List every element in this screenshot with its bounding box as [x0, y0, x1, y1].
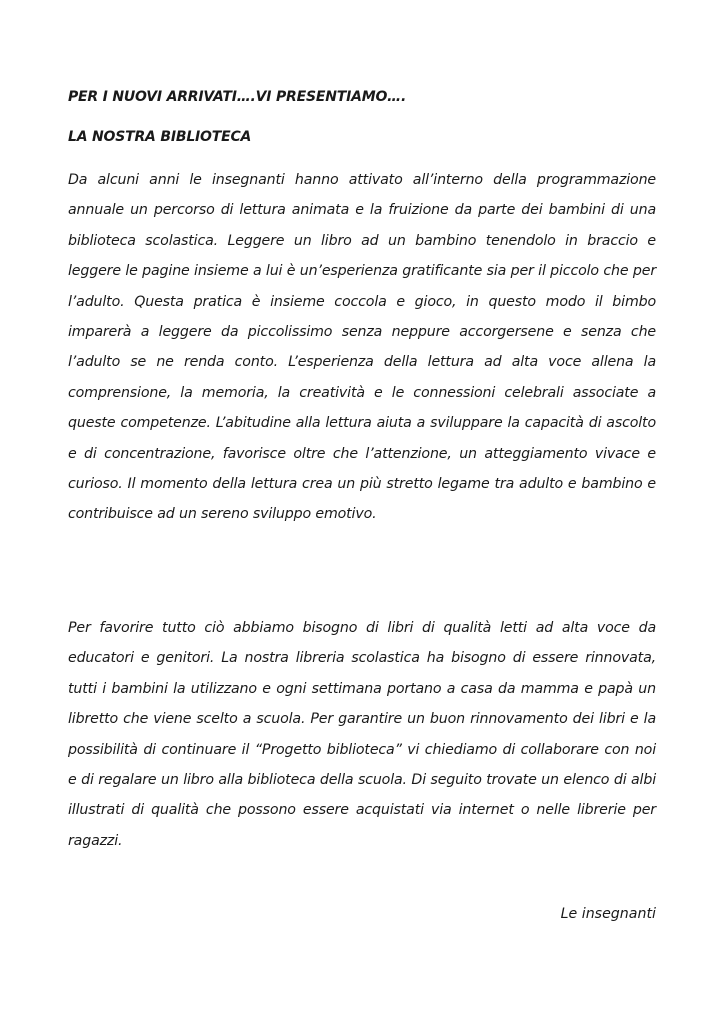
body-paragraph-2: Per favorire tutto ciò abbiamo bisogno di libri di qualità letti ad alta voce da educatori e genitori. La nostra libreria scolastica ha bisogno di essere rinnovata, tutti i bambini la utilizzano e ogni settimana portano a casa da mamma e papà un libretto che viene scelto a scuola. Per garantire un buon rinnovamento dei libri e la possibilità di continuare il “Progetto biblioteca” vi chiediamo di collaborare con noi e di regalare un libro alla biblioteca della scuola. Di seguito trovate un elenco di albi illustrati di qualità che possono essere acquistati via internet o nelle librerie per ragazzi.: [68, 620, 656, 849]
signature-line: Le insegnanti: [560, 906, 656, 922]
body-paragraph-1: Da alcuni anni le insegnanti hanno attivato all’interno della programmazione annuale un percorso di lettura animata e la fruizione da parte dei bambini di una biblioteca scolastica. Leggere un libro ad un bambino tenendolo in braccio e leggere le pagine insieme a lui è un’esperienza gratificante sia per il piccolo che per l’adulto. Questa pratica è insieme coccola e gioco, in questo modo il bimbo imparerà a leggere da piccolissimo senza neppure accorgersene e senza che l’adulto se ne renda conto. L’esperienza della lettura ad alta voce allena la comprensione, la memoria, la creatività e le connessioni celebrali associate a queste competenze. L’abitudine alla lettura aiuta a sviluppare la capacità di ascolto e di concentrazione, favorisce oltre che l’attenzione, un atteggiamento vivace e curioso. Il momento della lettura crea un più stretto legame tra adulto e bambino e contribuisce ad un sereno sviluppo emotivo.: [68, 172, 656, 523]
document-page: [68, 0, 656, 1024]
section-title: LA NOSTRA BIBLIOTECA: [68, 129, 252, 145]
page-title: PER I NUOVI ARRIVATI….VI PRESENTIAMO….: [68, 89, 407, 105]
